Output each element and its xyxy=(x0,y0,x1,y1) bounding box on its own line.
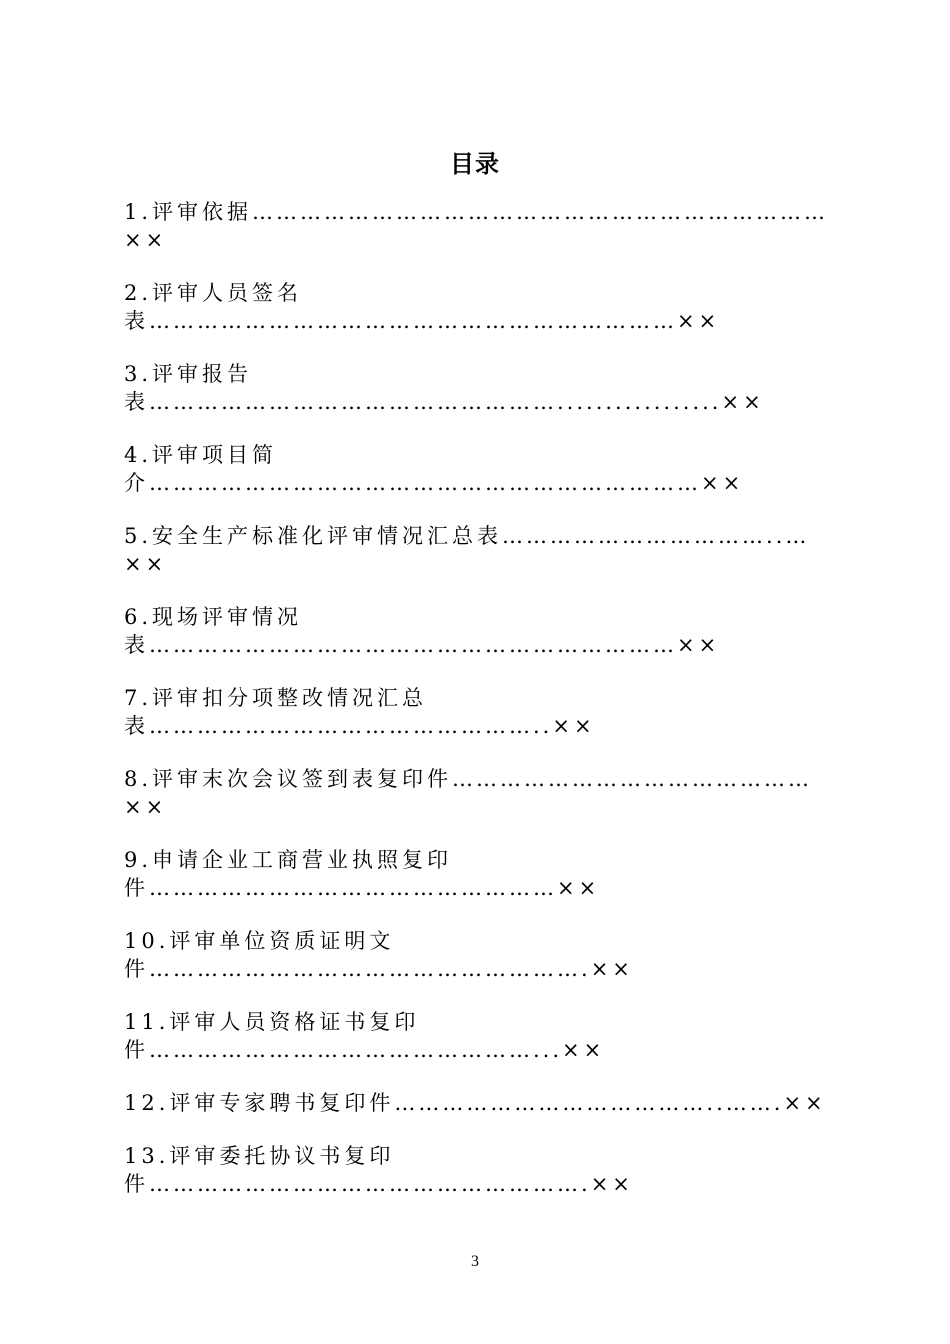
toc-leader-dots: …………………………………………... xyxy=(149,1038,563,1062)
toc-item-title: 13.评审委托协议书复印件 xyxy=(124,1144,395,1196)
toc-page-ref: ×× xyxy=(124,795,168,819)
toc-page-ref: ×× xyxy=(677,633,721,657)
toc-page-ref: ×× xyxy=(721,390,765,414)
toc-page-ref: ×× xyxy=(701,471,745,495)
toc-item-9 xyxy=(124,846,830,902)
toc-item-1 xyxy=(124,198,830,254)
page-number: 3 xyxy=(471,1253,479,1270)
toc-item-11 xyxy=(124,1008,830,1064)
toc-item-title: 9.申请企业工商营业执照复印件 xyxy=(124,848,453,900)
table-of-contents xyxy=(124,198,830,1223)
toc-item-5 xyxy=(124,522,830,578)
toc-item-title: 7.评审扣分项整改情况汇总表 xyxy=(124,686,428,738)
toc-leader-dots: ………………………………………………………… xyxy=(149,309,677,333)
toc-leader-dots: ………………………………………………. xyxy=(149,1172,591,1196)
toc-leader-dots: …………………………………………… xyxy=(149,876,557,900)
toc-page-ref: ×× xyxy=(557,876,601,900)
toc-item-title: 4.评审项目简介 xyxy=(124,443,278,495)
toc-item-title: 5.安全生产标准化评审情况汇总表 xyxy=(124,524,503,548)
toc-item-3 xyxy=(124,360,830,416)
toc-leader-dots: …………………………………………………………… xyxy=(149,471,701,495)
toc-leader-dots: ……………………………………………………………… xyxy=(252,200,829,224)
toc-leader-dots: ……………………………………………................. xyxy=(149,390,722,414)
toc-item-2 xyxy=(124,279,830,335)
toc-item-6 xyxy=(124,603,830,659)
toc-leader-dots: …………………………………..……. xyxy=(394,1091,784,1115)
toc-page-ref: ×× xyxy=(677,309,721,333)
toc-item-4 xyxy=(124,441,830,497)
toc-page-ref: ×× xyxy=(124,552,168,576)
toc-item-12 xyxy=(124,1089,830,1117)
toc-item-title: 11.评审人员资格证书复印件 xyxy=(124,1010,420,1062)
toc-leader-dots: ………………………………………….. xyxy=(149,714,553,738)
toc-page-ref: ×× xyxy=(124,228,168,252)
toc-item-8 xyxy=(124,765,830,821)
toc-item-10 xyxy=(124,927,830,983)
toc-item-title: 1.评审依据 xyxy=(124,200,253,224)
toc-item-7 xyxy=(124,684,830,740)
toc-item-title: 6.现场评审情况表 xyxy=(124,605,303,657)
toc-item-title: 10.评审单位资质证明文件 xyxy=(124,929,395,981)
toc-page-ref: ×× xyxy=(783,1091,827,1115)
toc-leader-dots: ……………………………..… xyxy=(502,524,810,548)
toc-item-title: 12.评审专家聘书复印件 xyxy=(124,1091,395,1115)
toc-leader-dots: ………………………………………………………… xyxy=(149,633,677,657)
toc-page-ref: ×× xyxy=(590,957,634,981)
toc-item-title: 2.评审人员签名表 xyxy=(124,281,303,333)
toc-page-ref: ×× xyxy=(562,1038,606,1062)
toc-item-title: 3.评审报告表 xyxy=(124,362,253,414)
toc-page-ref: ×× xyxy=(552,714,596,738)
page-title: 目录 xyxy=(450,149,500,178)
toc-leader-dots: ……………………………………… xyxy=(452,767,813,791)
toc-page-ref: ×× xyxy=(590,1172,634,1196)
toc-item-13 xyxy=(124,1142,830,1198)
toc-leader-dots: ………………………………………………. xyxy=(149,957,591,981)
toc-item-title: 8.评审末次会议签到表复印件 xyxy=(124,767,453,791)
